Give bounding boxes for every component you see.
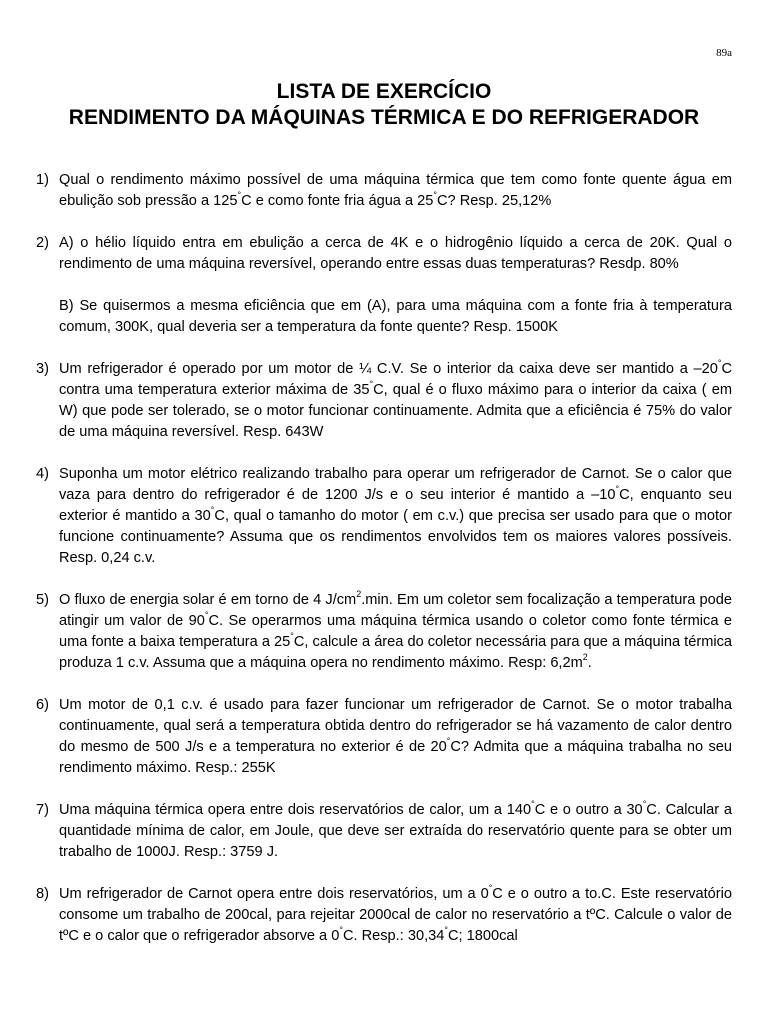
exercise-item: [36, 359, 732, 443]
exercise-number: 1): [36, 172, 49, 188]
text-segment: Um refrigerador de Carnot opera entre dois reservatórios, um a 0: [59, 886, 489, 902]
exercise-item: [36, 884, 732, 947]
exercise-text: [59, 800, 732, 863]
text-segment: C? Resp. 25,12%: [437, 193, 552, 209]
exercise-item: [36, 695, 732, 779]
text-segment: Suponha um motor elétrico realizando trabalho para operar um refrigerador de Carnot. Se o calor que vaza para dentro do refrigerador é de 1200 J/s e o seu interior é mantido a –10: [59, 466, 732, 503]
exercise-body: [59, 359, 732, 443]
exercise-text: [59, 296, 732, 338]
text-segment: C, calcule a área do coletor necessária para que a máquina térmica produza 1 c.v. Assuma que a máquina opera no rendimento máximo. Resp: 6,2m: [59, 634, 733, 671]
text-segment: A) o hélio líquido entra em ebulição a cerca de 4K e o hidrogênio líquido a cerca de 20K. Qual o rendimento de uma máquina reversível, operando entre essas duas temperaturas? Resdp. 80%: [59, 235, 732, 272]
exercise-body: [59, 695, 732, 779]
exercise-list: [36, 170, 732, 968]
superscript: °: [339, 925, 343, 936]
text-segment: C e como fonte fria água a 25: [241, 193, 434, 209]
text-segment: C, qual o tamanho do motor ( em c.v.) que precisa ser usado para que o motor funcione continuamente? Assuma que os rendimentos envolvidos tem os maiores valores possíveis. Resp. 0,24 c.v.: [59, 508, 733, 566]
text-segment: C; 1800cal: [447, 928, 518, 944]
text-segment: C e o outro a to.C. Este reservatório consome um trabalho de 200cal, para rejeitar 2000cal de calor no reservatório a tºC. Calcule o valor de tºC e o calor que o refrigerador absorve a 0: [59, 886, 732, 944]
exercise-item: [36, 170, 732, 212]
superscript: °: [642, 799, 647, 810]
superscript: °: [433, 190, 437, 201]
text-segment: O fluxo de energia solar é em torno de 4 J/cm: [59, 592, 357, 608]
exercise-item: [36, 590, 732, 674]
text-segment: B) Se quisermos a mesma eficiência que em (A), para uma máquina com a fonte fria à temperatura comum, 300K, qual deveria ser a temperatura da fonte quente? Resp. 1500K: [59, 298, 732, 335]
superscript: °: [237, 190, 242, 201]
text-segment: .min. Em um coletor sem focalização a temperatura pode atingir um valor de 90: [59, 592, 732, 629]
superscript: °: [369, 379, 374, 390]
exercise-number: 3): [36, 361, 49, 377]
superscript: °: [210, 505, 215, 516]
exercise-number: 8): [36, 886, 49, 902]
superscript: °: [444, 925, 448, 936]
exercise-text: [59, 359, 732, 443]
text-segment: Um refrigerador é operado por um motor de ¼ C.V. Se o interior da caixa deve ser mantido a –20: [59, 361, 718, 377]
exercise-body: [59, 233, 732, 338]
exercise-body: [59, 170, 732, 212]
text-segment: C. Calcular a quantidade mínima de calor, em Joule, que deve ser extraída do reservatório quente para se obter um trabalho de 1000J. Resp.: 3759 J.: [59, 802, 732, 860]
exercise-body: [59, 590, 732, 674]
text-segment: C. Se operarmos uma máquina térmica usando o coletor como fonte térmica e uma fonte a baixa temperatura a 25: [59, 613, 732, 650]
superscript: °: [615, 484, 620, 495]
exercise-text: [59, 590, 732, 674]
superscript: 2: [356, 589, 362, 600]
text-segment: C, enquanto seu exterior é mantido a 30: [59, 487, 732, 524]
exercise-body: [59, 800, 732, 863]
exercise-text: [59, 695, 732, 779]
superscript: °: [488, 883, 493, 894]
page-number: 89a: [716, 47, 732, 59]
text-segment: Uma máquina térmica opera entre dois reservatórios de calor, um a 140: [59, 802, 532, 818]
superscript: °: [531, 799, 535, 810]
title-line-2: RENDIMENTO DA MÁQUINAS TÉRMICA E DO REFRIGERADOR: [68, 106, 700, 129]
superscript: °: [717, 358, 722, 369]
exercise-number: 6): [36, 697, 49, 713]
text-segment: Qual o rendimento máximo possível de uma máquina térmica que tem como fonte quente água em ebulição sob pressão a 125: [59, 172, 732, 209]
exercise-text: [59, 233, 732, 275]
text-segment: C? Admita que a máquina trabalha no seu rendimento máximo. Resp.: 255K: [59, 739, 732, 776]
exercise-item: [36, 800, 732, 863]
exercise-number: 7): [36, 802, 49, 818]
superscript: 2: [582, 652, 588, 663]
exercise-item: [36, 233, 732, 338]
page-title: [0, 79, 768, 131]
exercise-text: [59, 884, 732, 947]
exercise-number: 5): [36, 592, 49, 608]
superscript: °: [204, 610, 209, 621]
exercise-body: [59, 884, 732, 947]
superscript: °: [446, 736, 451, 747]
exercise-number: 4): [36, 466, 49, 482]
text-segment: C contra uma temperatura exterior máxima de 35: [59, 361, 732, 398]
exercise-body: [59, 464, 732, 569]
exercise-text: [59, 170, 732, 212]
text-segment: C e o outro a 30: [534, 802, 643, 818]
exercise-item: [36, 464, 732, 569]
text-segment: C. Resp.: 30,34: [342, 928, 445, 944]
title-line-1: LISTA DE EXERCÍCIO: [276, 80, 492, 103]
text-segment: C, qual é o fluxo máximo para o interior da caixa ( em W) que pode ser tolerado, se o motor funcionar continuamente. Admita que a eficiência é 75% do valor de uma máquina reversível. Resp. 643W: [59, 382, 732, 440]
exercise-number: 2): [36, 235, 49, 251]
text-segment: Um motor de 0,1 c.v. é usado para fazer funcionar um refrigerador de Carnot. Se o motor trabalha continuamente, qual será a temperatura obtida dentro do refrigerador se há vazamento de calor dentro do mesmo de 500 J/s e a temperatura no exterior é de 20: [59, 697, 732, 755]
text-segment: .: [587, 655, 592, 671]
exercise-text: [59, 464, 732, 569]
superscript: °: [290, 631, 294, 642]
